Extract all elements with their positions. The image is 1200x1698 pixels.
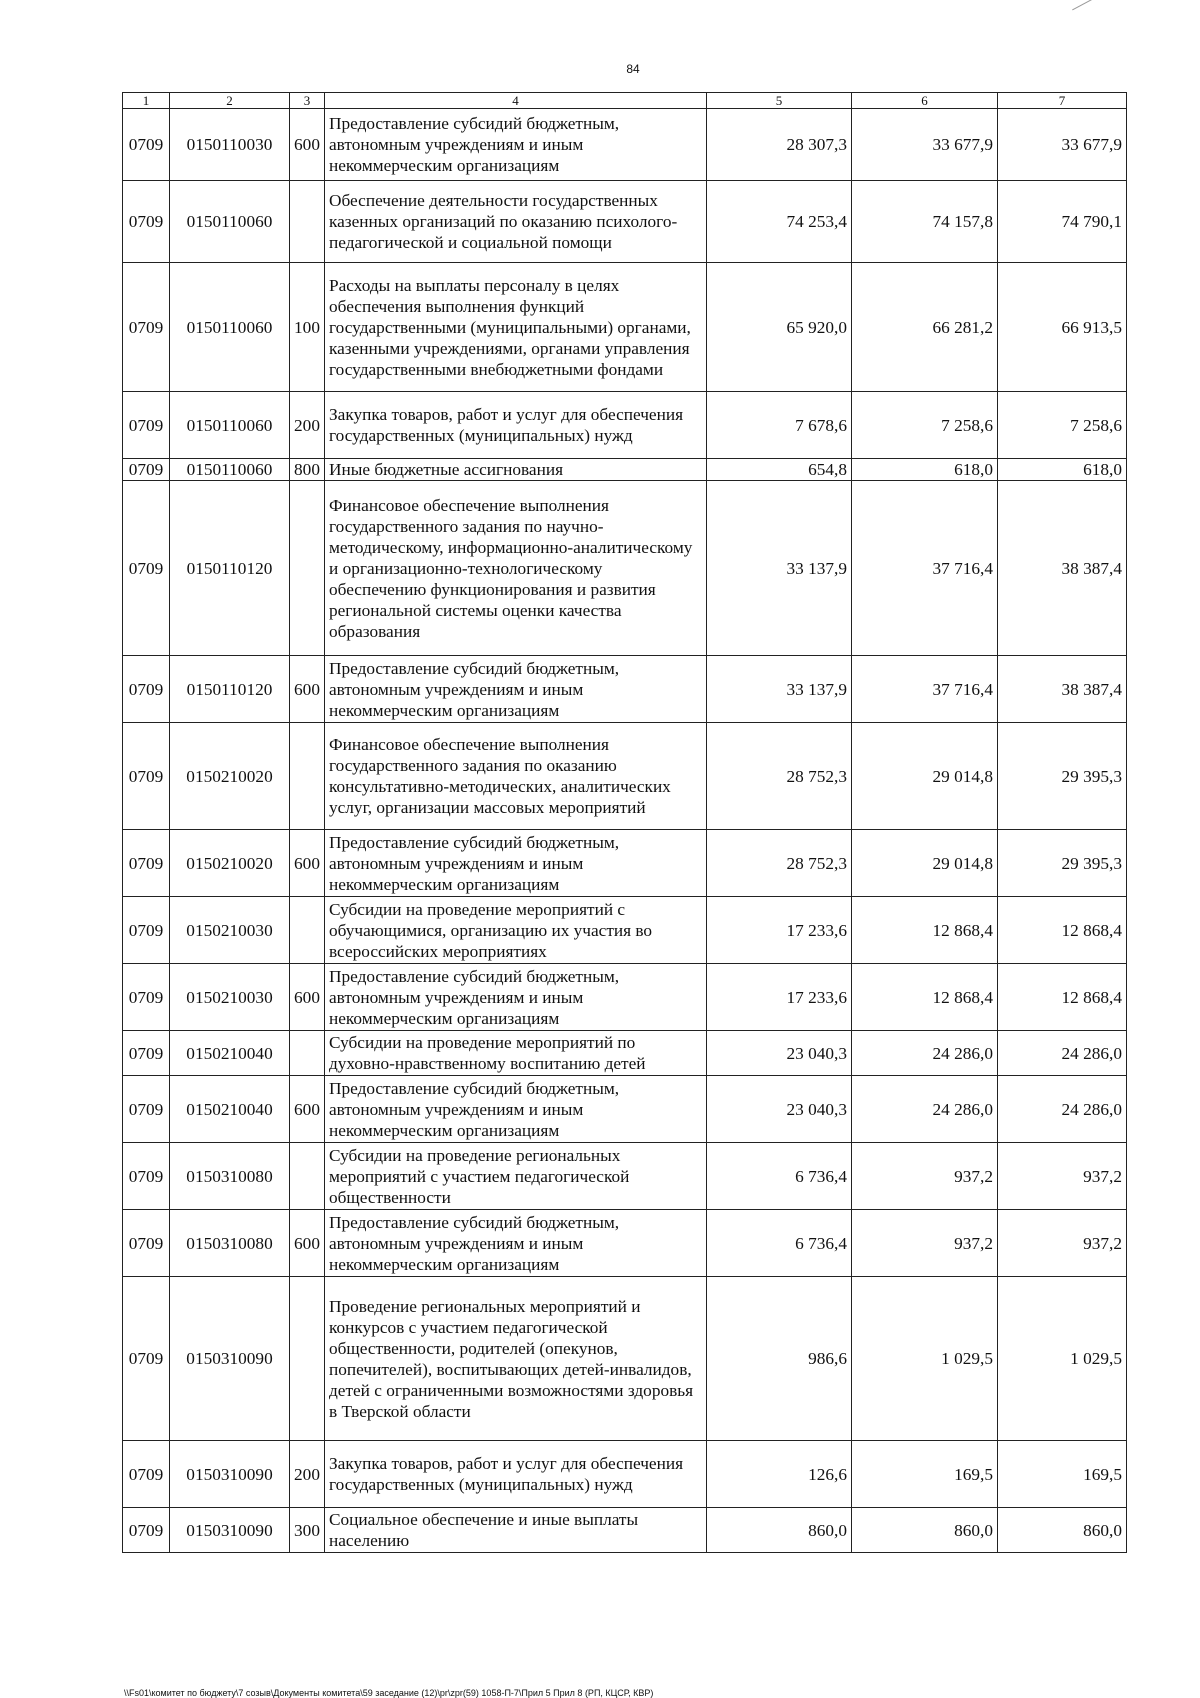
table-row: [123, 897, 1127, 964]
amount-col7-cell: 74 790,1: [998, 181, 1127, 263]
expense-type-code-cell: 200: [290, 392, 325, 459]
target-article-code-cell: 0150210040: [170, 1031, 290, 1076]
budget-table: [122, 92, 1127, 1553]
target-article-code-cell: 0150110030: [170, 109, 290, 181]
section-code-cell: 0709: [123, 263, 170, 392]
expense-name-cell: Закупка товаров, работ и услуг для обеспечения государственных (муниципальных) нужд: [325, 1441, 707, 1508]
amount-col5-cell: 654,8: [707, 459, 852, 481]
table-row: [123, 1143, 1127, 1210]
amount-col5-cell: 860,0: [707, 1508, 852, 1553]
amount-col7-cell: 12 868,4: [998, 964, 1127, 1031]
expense-name-cell: Предоставление субсидий бюджетным, автономным учреждениям и иным некоммерческим организациям: [325, 1210, 707, 1277]
table-row: [123, 964, 1127, 1031]
table-row: [123, 481, 1127, 656]
section-code-cell: 0709: [123, 897, 170, 964]
amount-col6-cell: 29 014,8: [852, 830, 998, 897]
amount-col6-cell: 169,5: [852, 1441, 998, 1508]
target-article-code-cell: 0150310080: [170, 1143, 290, 1210]
expense-type-code-cell: 600: [290, 964, 325, 1031]
amount-col7-cell: 937,2: [998, 1210, 1127, 1277]
column-header: 2: [170, 93, 290, 109]
column-header: 6: [852, 93, 998, 109]
target-article-code-cell: 0150310090: [170, 1441, 290, 1508]
column-header: 7: [998, 93, 1127, 109]
amount-col6-cell: 37 716,4: [852, 481, 998, 656]
target-article-code-cell: 0150210020: [170, 830, 290, 897]
section-code-cell: 0709: [123, 656, 170, 723]
target-article-code-cell: 0150210030: [170, 897, 290, 964]
expense-name-cell: Предоставление субсидий бюджетным, автономным учреждениям и иным некоммерческим организациям: [325, 1076, 707, 1143]
table-row: [123, 830, 1127, 897]
table-row: [123, 656, 1127, 723]
expense-type-code-cell: 600: [290, 109, 325, 181]
target-article-code-cell: 0150110120: [170, 481, 290, 656]
amount-col7-cell: 1 029,5: [998, 1277, 1127, 1441]
amount-col7-cell: 29 395,3: [998, 723, 1127, 830]
column-header: 3: [290, 93, 325, 109]
expense-name-cell: Социальное обеспечение и иные выплаты населению: [325, 1508, 707, 1553]
amount-col7-cell: 937,2: [998, 1143, 1127, 1210]
section-code-cell: 0709: [123, 1441, 170, 1508]
amount-col7-cell: 860,0: [998, 1508, 1127, 1553]
expense-type-code-cell: [290, 1277, 325, 1441]
table-row: [123, 392, 1127, 459]
amount-col6-cell: 37 716,4: [852, 656, 998, 723]
target-article-code-cell: 0150110060: [170, 181, 290, 263]
amount-col5-cell: 33 137,9: [707, 481, 852, 656]
amount-col6-cell: 24 286,0: [852, 1031, 998, 1076]
amount-col5-cell: 23 040,3: [707, 1031, 852, 1076]
page-number: 84: [626, 62, 640, 76]
expense-name-cell: Проведение региональных мероприятий и конкурсов с участием педагогической общественности, родителей (опекунов, попечителей), воспитывающих детей-инвалидов, детей с ограниченными возможностями здоровья в Тверской области: [325, 1277, 707, 1441]
expense-type-code-cell: [290, 897, 325, 964]
section-code-cell: 0709: [123, 723, 170, 830]
table-row: [123, 181, 1127, 263]
amount-col5-cell: 65 920,0: [707, 263, 852, 392]
amount-col7-cell: 66 913,5: [998, 263, 1127, 392]
amount-col7-cell: 38 387,4: [998, 481, 1127, 656]
amount-col7-cell: 24 286,0: [998, 1076, 1127, 1143]
expense-type-code-cell: 600: [290, 830, 325, 897]
table-row: [123, 1277, 1127, 1441]
target-article-code-cell: 0150110120: [170, 656, 290, 723]
section-code-cell: 0709: [123, 1031, 170, 1076]
expense-name-cell: Предоставление субсидий бюджетным, автономным учреждениям и иным некоммерческим организациям: [325, 656, 707, 723]
expense-name-cell: Обеспечение деятельности государственных казенных организаций по оказанию психолого-педагогической и социальной помощи: [325, 181, 707, 263]
file-path-footer: \\Fs01\комитет по бюджету\7 созыв\Документы комитета\59 заседание (12)\pr\zpr(59) 1058-П-7\Прил 5 Прил 8 (РП, КЦСР, КВР): [124, 1688, 654, 1698]
amount-col5-cell: 28 307,3: [707, 109, 852, 181]
target-article-code-cell: 0150310090: [170, 1508, 290, 1553]
amount-col6-cell: 12 868,4: [852, 897, 998, 964]
amount-col5-cell: 7 678,6: [707, 392, 852, 459]
amount-col6-cell: 24 286,0: [852, 1076, 998, 1143]
amount-col5-cell: 986,6: [707, 1277, 852, 1441]
amount-col5-cell: 126,6: [707, 1441, 852, 1508]
amount-col6-cell: 33 677,9: [852, 109, 998, 181]
scan-edge-mark: [1072, 0, 1108, 10]
amount-col7-cell: 38 387,4: [998, 656, 1127, 723]
expense-name-cell: Финансовое обеспечение выполнения государственного задания по научно-методическому, информационно-аналитическому и организационно-технологическому обеспечению функционирования и развития региональной системы оценки качества образования: [325, 481, 707, 656]
column-header: 4: [325, 93, 707, 109]
amount-col6-cell: 937,2: [852, 1210, 998, 1277]
section-code-cell: 0709: [123, 1210, 170, 1277]
section-code-cell: 0709: [123, 830, 170, 897]
amount-col7-cell: 12 868,4: [998, 897, 1127, 964]
target-article-code-cell: 0150210020: [170, 723, 290, 830]
expense-type-code-cell: [290, 723, 325, 830]
expense-name-cell: Субсидии на проведение мероприятий с обучающимися, организацию их участия во всероссийских мероприятиях: [325, 897, 707, 964]
expense-type-code-cell: [290, 481, 325, 656]
amount-col5-cell: 33 137,9: [707, 656, 852, 723]
table-row: [123, 263, 1127, 392]
target-article-code-cell: 0150110060: [170, 263, 290, 392]
amount-col5-cell: 6 736,4: [707, 1210, 852, 1277]
table-row: [123, 723, 1127, 830]
table-row: [123, 1031, 1127, 1076]
expense-name-cell: Предоставление субсидий бюджетным, автономным учреждениям и иным некоммерческим организациям: [325, 964, 707, 1031]
expense-type-code-cell: 600: [290, 1076, 325, 1143]
expense-name-cell: Финансовое обеспечение выполнения государственного задания по оказанию консультативно-методических, аналитических услуг, организации массовых мероприятий: [325, 723, 707, 830]
target-article-code-cell: 0150310080: [170, 1210, 290, 1277]
expense-type-code-cell: [290, 181, 325, 263]
expense-name-cell: Предоставление субсидий бюджетным, автономным учреждениям и иным некоммерческим организациям: [325, 109, 707, 181]
target-article-code-cell: 0150210040: [170, 1076, 290, 1143]
amount-col6-cell: 12 868,4: [852, 964, 998, 1031]
expense-name-cell: Предоставление субсидий бюджетным, автономным учреждениям и иным некоммерческим организациям: [325, 830, 707, 897]
target-article-code-cell: 0150110060: [170, 459, 290, 481]
amount-col7-cell: 618,0: [998, 459, 1127, 481]
expense-name-cell: Расходы на выплаты персоналу в целях обеспечения выполнения функций государственными (муниципальными) органами, казенными учреждениями, органами управления государственными внебюджетными фондами: [325, 263, 707, 392]
expense-type-code-cell: [290, 1031, 325, 1076]
section-code-cell: 0709: [123, 481, 170, 656]
table-row: [123, 1508, 1127, 1553]
expense-type-code-cell: 300: [290, 1508, 325, 1553]
expense-name-cell: Субсидии на проведение региональных мероприятий с участием педагогической общественности: [325, 1143, 707, 1210]
expense-type-code-cell: 200: [290, 1441, 325, 1508]
section-code-cell: 0709: [123, 181, 170, 263]
column-header: 5: [707, 93, 852, 109]
table-row: [123, 1076, 1127, 1143]
amount-col7-cell: 29 395,3: [998, 830, 1127, 897]
table-row: [123, 109, 1127, 181]
target-article-code-cell: 0150210030: [170, 964, 290, 1031]
column-header-row: [123, 93, 1127, 109]
expense-type-code-cell: 100: [290, 263, 325, 392]
expense-type-code-cell: 600: [290, 656, 325, 723]
amount-col5-cell: 28 752,3: [707, 830, 852, 897]
section-code-cell: 0709: [123, 964, 170, 1031]
amount-col5-cell: 17 233,6: [707, 897, 852, 964]
target-article-code-cell: 0150310090: [170, 1277, 290, 1441]
amount-col6-cell: 1 029,5: [852, 1277, 998, 1441]
amount-col6-cell: 937,2: [852, 1143, 998, 1210]
table-row: [123, 1441, 1127, 1508]
amount-col6-cell: 7 258,6: [852, 392, 998, 459]
column-header: 1: [123, 93, 170, 109]
section-code-cell: 0709: [123, 1076, 170, 1143]
amount-col6-cell: 74 157,8: [852, 181, 998, 263]
amount-col5-cell: 74 253,4: [707, 181, 852, 263]
amount-col5-cell: 28 752,3: [707, 723, 852, 830]
section-code-cell: 0709: [123, 1143, 170, 1210]
amount-col5-cell: 23 040,3: [707, 1076, 852, 1143]
amount-col5-cell: 6 736,4: [707, 1143, 852, 1210]
amount-col7-cell: 24 286,0: [998, 1031, 1127, 1076]
amount-col5-cell: 17 233,6: [707, 964, 852, 1031]
section-code-cell: 0709: [123, 392, 170, 459]
target-article-code-cell: 0150110060: [170, 392, 290, 459]
amount-col6-cell: 29 014,8: [852, 723, 998, 830]
section-code-cell: 0709: [123, 1508, 170, 1553]
expense-name-cell: Иные бюджетные ассигнования: [325, 459, 707, 481]
expense-name-cell: Закупка товаров, работ и услуг для обеспечения государственных (муниципальных) нужд: [325, 392, 707, 459]
amount-col6-cell: 618,0: [852, 459, 998, 481]
amount-col6-cell: 860,0: [852, 1508, 998, 1553]
expense-name-cell: Субсидии на проведение мероприятий по духовно-нравственному воспитанию детей: [325, 1031, 707, 1076]
expense-type-code-cell: [290, 1143, 325, 1210]
expense-type-code-cell: 600: [290, 1210, 325, 1277]
table-row: [123, 1210, 1127, 1277]
amount-col6-cell: 66 281,2: [852, 263, 998, 392]
section-code-cell: 0709: [123, 1277, 170, 1441]
table-row: [123, 459, 1127, 481]
expense-type-code-cell: 800: [290, 459, 325, 481]
amount-col7-cell: 33 677,9: [998, 109, 1127, 181]
amount-col7-cell: 169,5: [998, 1441, 1127, 1508]
amount-col7-cell: 7 258,6: [998, 392, 1127, 459]
section-code-cell: 0709: [123, 459, 170, 481]
section-code-cell: 0709: [123, 109, 170, 181]
